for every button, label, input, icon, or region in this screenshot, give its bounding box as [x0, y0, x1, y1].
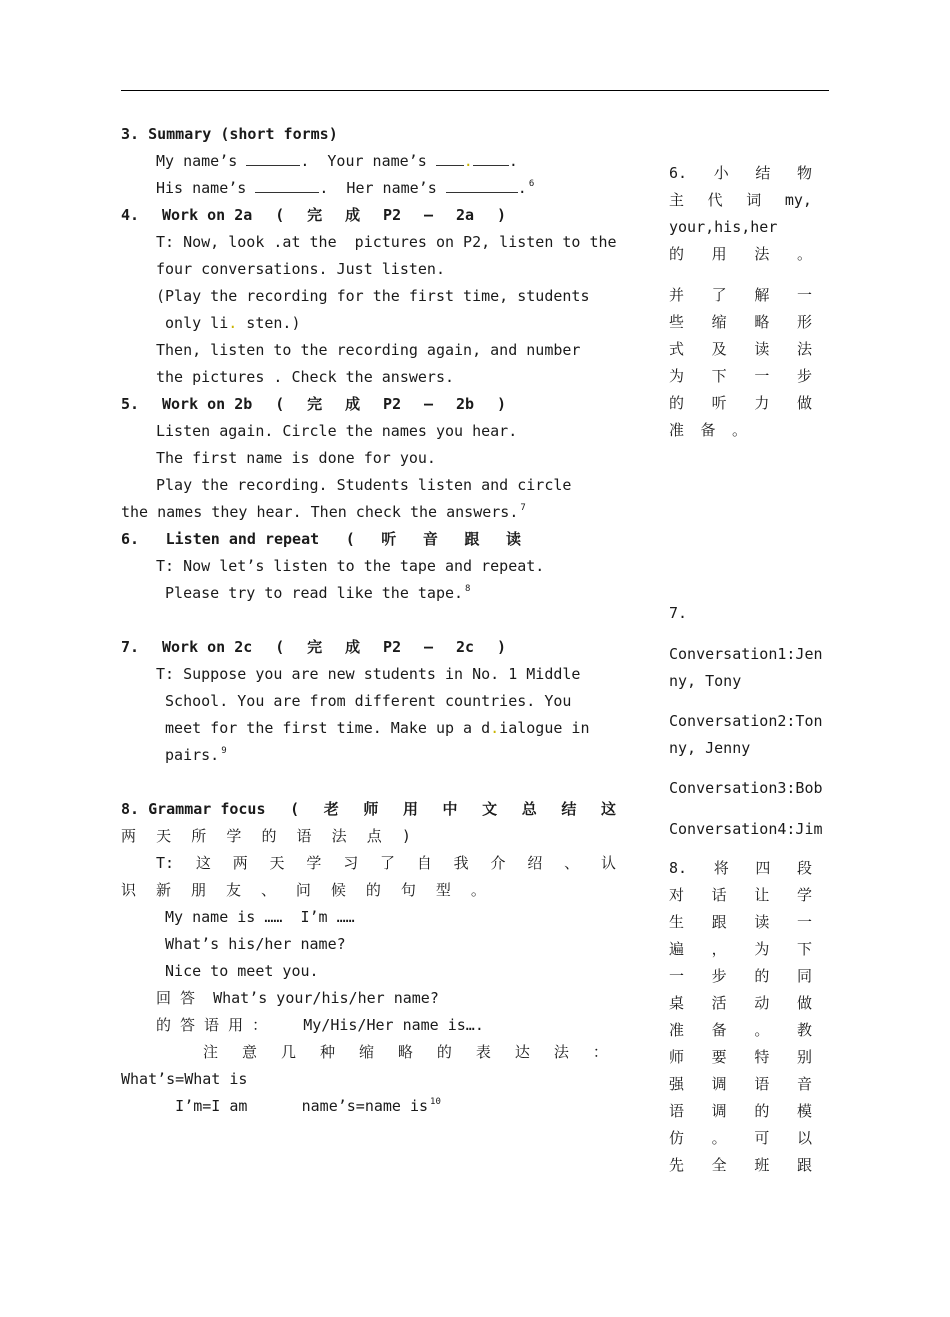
- note-line: 6. 小 结 物: [669, 164, 812, 182]
- text-line: T: 这 两 天 学 习 了 自 我 介 绍 、 认: [156, 854, 616, 872]
- note-line: 一 步 的 同: [669, 967, 812, 985]
- text-line: Then, listen to the recording again, and number: [156, 341, 581, 359]
- text-line: What’s=What is: [121, 1070, 248, 1088]
- note-line: 遍 ， 为 下: [669, 940, 812, 958]
- text-line: four conversations. Just listen.: [156, 260, 445, 278]
- text-line: Please try to read like the tape. $^8$: [156, 584, 471, 602]
- note-7-line: ny, Jenny: [669, 739, 751, 757]
- note-line: 8. 将 四 段: [669, 859, 812, 877]
- note-7-heading: 7.: [669, 604, 688, 622]
- note-line: 式 及 读 法: [669, 340, 812, 358]
- note-line: 准 备 。: [669, 421, 747, 439]
- section-7-title: 7. Work on 2c ( 完 成 P2 — 2c ): [121, 638, 506, 656]
- text-line: (Play the recording for the first time, students: [156, 287, 590, 305]
- text-line: What’s his/her name?: [156, 935, 346, 953]
- footnote-mark: 9: [221, 746, 227, 756]
- text-line: Nice to meet you.: [156, 962, 319, 980]
- note-line: 些 缩 略 形: [669, 313, 812, 331]
- note-line: 的 用 法 。: [669, 245, 812, 263]
- section-3-title: 3. Summary (short forms): [121, 125, 338, 143]
- blank: [436, 151, 464, 166]
- note-line: 仿 。 可 以: [669, 1129, 812, 1147]
- text-line: T: Suppose you are new students in No. 1 Middle: [156, 665, 581, 683]
- section-5-title: 5. Work on 2b ( 完 成 P2 — 2b ): [121, 395, 506, 413]
- text-line: 的 答 语 用 ： My/His/Her name is….: [156, 1016, 484, 1034]
- blank: [255, 178, 319, 193]
- text-line: 注 意 几 种 缩 略 的 表 达 法 ：: [203, 1043, 608, 1061]
- note-7-line: Conversation1:Jen: [669, 645, 823, 663]
- text-line: meet for the first time. Make up a d.ialogue in: [156, 719, 590, 737]
- text-line: The first name is done for you.: [156, 449, 436, 467]
- section-8-title-cont: 两 天 所 学 的 语 法 点 ): [121, 827, 411, 845]
- note-7-line: ny, Tony: [669, 672, 742, 690]
- note-line: 生 跟 读 一: [669, 913, 812, 931]
- section-4-title: 4. Work on 2a ( 完 成 P2 — 2a ): [121, 206, 506, 224]
- note-line: 桌 活 动 做: [669, 994, 812, 1012]
- note-line: 对 话 让 学: [669, 886, 812, 904]
- footnote-mark: 6: [528, 179, 535, 189]
- note-line: 为 下 一 步: [669, 367, 812, 385]
- note-line: 强 调 语 音: [669, 1075, 812, 1093]
- note-line: 先 全 班 跟: [669, 1156, 812, 1174]
- note-line: 语 调 的 模: [669, 1102, 812, 1120]
- blank: [473, 151, 509, 166]
- text-line: T: Now let’s listen to the tape and repeat.: [156, 557, 545, 575]
- text-line: My name is …… I’m ……: [156, 908, 355, 926]
- text-line: 回 答 What’s your/his/her name?: [156, 989, 439, 1007]
- note-line: 并 了 解 一: [669, 286, 812, 304]
- footnote-mark: 10: [430, 1097, 441, 1107]
- note-line: 准 备 。 教: [669, 1021, 812, 1039]
- text-line: only li. sten.): [156, 314, 301, 332]
- note-line: 主 代 词 my,: [669, 191, 812, 209]
- section-6-title: 6. Listen and repeat ( 听 音 跟 读: [121, 530, 521, 548]
- footnote-mark: 8: [465, 584, 471, 594]
- text-line: pairs. $^9$: [156, 746, 227, 764]
- text-line: Play the recording. Students listen and circle: [156, 476, 572, 494]
- text-line: I’m=I am name’s=name is $^{10}$: [121, 1097, 441, 1115]
- note-line: your, his, her: [669, 218, 778, 236]
- note-7-line: Conversation4:Jim: [669, 820, 823, 838]
- note-7-line: Conversation2:Ton: [669, 712, 823, 730]
- text-line: School. You are from different countries. You: [156, 692, 572, 710]
- note-line: 的 听 力 做: [669, 394, 812, 412]
- section-8-title: 8. Grammar focus ( 老 师 用 中 文 总 结 这: [121, 800, 616, 818]
- note-line: 师 要 特 别: [669, 1048, 812, 1066]
- summary-line-1: My name’s . Your name’s . .: [156, 152, 518, 170]
- footnote-mark: 7: [520, 503, 526, 513]
- blank: [246, 151, 300, 166]
- text-line: T: Now, look .at the pictures on P2, listen to the: [156, 233, 617, 251]
- note-7-line: Conversation3:Bob: [669, 779, 823, 797]
- summary-line-2: His name’s . Her name’s . $^6$: [156, 179, 535, 197]
- text-line: Listen again. Circle the names you hear.: [156, 422, 518, 440]
- blank: [446, 178, 518, 193]
- header-rule: [121, 90, 829, 91]
- text-line: 识 新 朋 友 、 问 候 的 句 型 。: [121, 881, 486, 899]
- text-line: the pictures . Check the answers.: [156, 368, 455, 386]
- text-line: the names they hear. Then check the answers. $^7$: [121, 503, 526, 521]
